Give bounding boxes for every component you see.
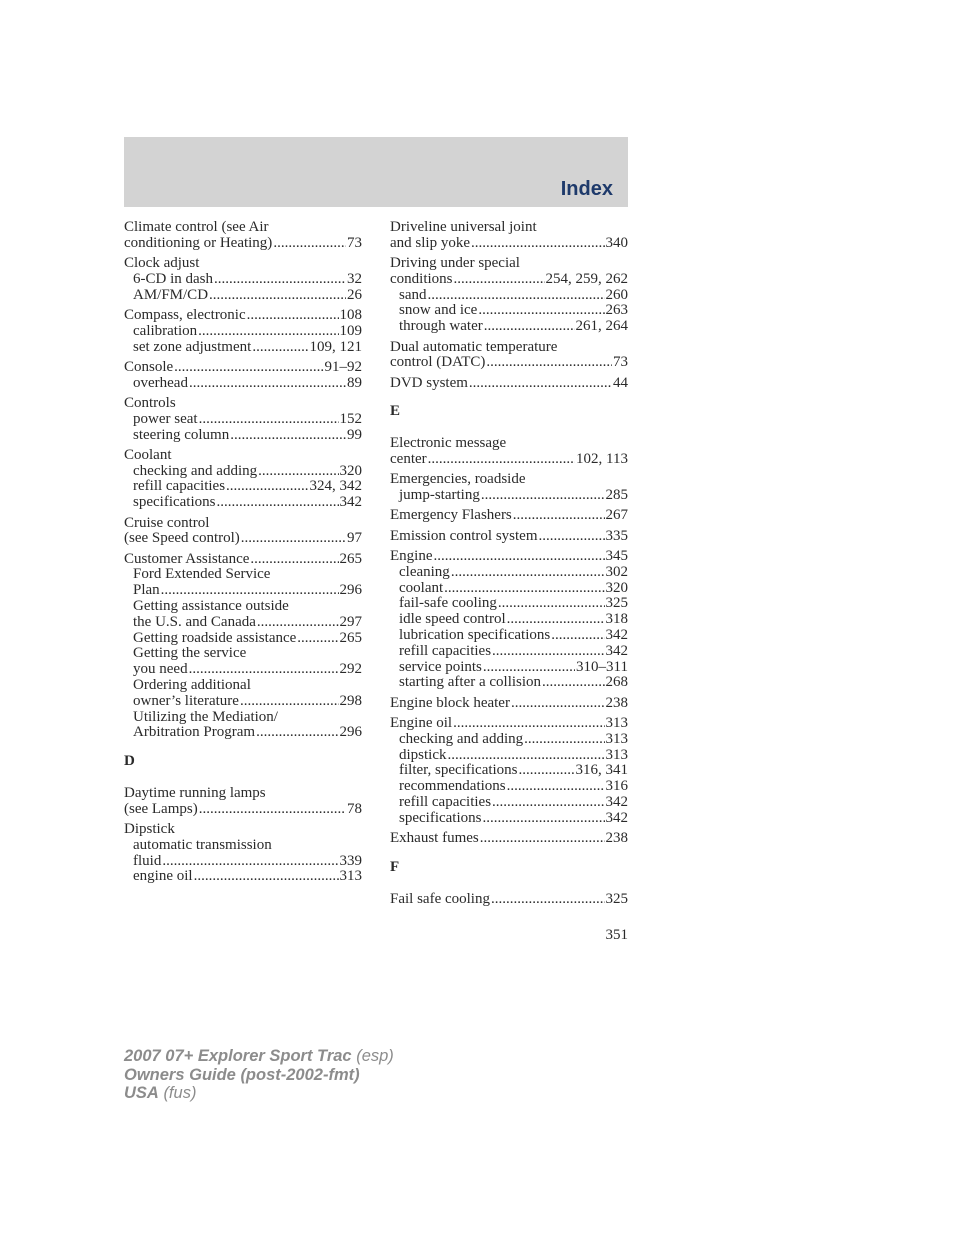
- entry-term: Exhaust fumes: [390, 830, 479, 847]
- entry-term: Ordering additional: [133, 677, 251, 694]
- dot-leader: [247, 308, 339, 324]
- index-subentry: [124, 725, 362, 741]
- page-reference: 296: [339, 724, 362, 741]
- index-subentry: [390, 596, 628, 612]
- entry-term: owner’s literature: [133, 692, 239, 709]
- index-entry: [390, 256, 628, 335]
- index-entry: [390, 220, 628, 252]
- dot-leader: [174, 360, 323, 376]
- dot-leader: [454, 272, 545, 288]
- index-subentry: [390, 303, 628, 319]
- entry-term: the U.S. and Canada: [133, 613, 256, 630]
- entry-term: Driveline universal joint: [390, 219, 537, 235]
- entry-term: jump-starting: [399, 487, 480, 504]
- page-reference: 342: [605, 627, 628, 644]
- index-subentry: [390, 612, 628, 628]
- entry-term: coolant: [399, 579, 444, 596]
- index-entry: [390, 472, 628, 504]
- index-subentry: [124, 376, 362, 392]
- dot-leader: [189, 662, 339, 678]
- index-line: [124, 786, 362, 802]
- dot-leader: [511, 696, 605, 712]
- dot-leader: [214, 272, 346, 288]
- index-line: [124, 308, 362, 324]
- dot-leader: [428, 452, 575, 468]
- dot-leader: [492, 644, 604, 660]
- index-entry: [124, 516, 362, 548]
- page-reference: 342: [605, 642, 628, 659]
- section-letter: D: [124, 753, 135, 770]
- entry-term: Emission control system: [390, 527, 538, 544]
- entry-term: automatic transmission: [133, 836, 272, 853]
- index-line: [390, 256, 628, 272]
- entry-term: Console: [124, 358, 174, 375]
- footer-market: USA: [124, 1084, 159, 1102]
- entry-term: checking and adding: [399, 730, 524, 747]
- index-line: [390, 436, 628, 452]
- index-entry: [390, 529, 628, 545]
- index-line: [390, 716, 628, 732]
- entry-term: conditions: [390, 270, 453, 287]
- index-entry: [390, 696, 628, 712]
- page-reference: 313: [339, 868, 362, 885]
- index-column-right: [390, 220, 628, 912]
- page-reference: 318: [605, 611, 628, 628]
- dot-leader: [230, 428, 346, 444]
- section-letter: E: [390, 403, 401, 420]
- page-reference: 324, 342: [309, 478, 362, 495]
- dot-leader: [189, 376, 346, 392]
- footer-model-code: (esp): [356, 1047, 394, 1065]
- page-reference: 73: [613, 354, 628, 371]
- page-reference: 342: [605, 809, 628, 826]
- index-entry: [124, 256, 362, 303]
- dot-leader: [216, 495, 338, 511]
- page-reference: 108: [339, 306, 362, 323]
- page-reference: 320: [605, 579, 628, 596]
- index-entry: [390, 892, 628, 908]
- entry-term: center: [390, 451, 427, 468]
- dot-leader: [444, 581, 604, 597]
- page-reference: 152: [339, 410, 362, 427]
- section-letter: F: [390, 858, 400, 875]
- index-line: [124, 396, 362, 412]
- index-line: [390, 508, 628, 524]
- footer-line-2: [124, 1066, 394, 1085]
- page-reference: 238: [605, 830, 628, 847]
- entry-term: Coolant: [124, 446, 172, 463]
- dot-leader: [252, 340, 308, 356]
- dot-leader: [507, 779, 605, 795]
- index-line: [390, 472, 628, 488]
- entry-term: engine oil: [133, 868, 193, 885]
- index-line: [124, 516, 362, 532]
- entry-term: calibration: [133, 322, 198, 339]
- index-subentry: [124, 615, 362, 631]
- page-reference: 73: [347, 234, 362, 251]
- page-title: Index: [560, 178, 613, 200]
- index-entry: [390, 376, 628, 392]
- entry-term: lubrication specifications: [399, 627, 551, 644]
- page-number: 351: [605, 927, 628, 943]
- index-entry: [124, 448, 362, 511]
- index-line: [124, 256, 362, 272]
- dot-leader: [453, 716, 604, 732]
- page-reference: 345: [605, 548, 628, 565]
- entry-term: Getting the service: [133, 645, 247, 662]
- entry-term: refill capacities: [399, 794, 492, 810]
- index-line: [124, 552, 362, 568]
- index-line: [124, 531, 362, 547]
- entry-term: Getting assistance outside: [133, 598, 289, 615]
- dot-leader: [492, 795, 604, 811]
- dot-leader: [198, 324, 338, 340]
- entry-term: DVD system: [390, 374, 468, 391]
- footer-line-1: [124, 1047, 394, 1066]
- index-subentry: [124, 288, 362, 304]
- dot-leader: [256, 725, 338, 741]
- entry-term: Emergencies, roadside: [390, 471, 526, 488]
- index-entry: [124, 786, 362, 818]
- page-reference: 316: [605, 778, 628, 795]
- entry-term: Engine block heater: [390, 694, 510, 711]
- page-reference: 263: [605, 302, 628, 319]
- entry-term: through water: [399, 318, 483, 335]
- index-line: [124, 448, 362, 464]
- dot-leader: [480, 831, 605, 847]
- index-line: [390, 236, 628, 252]
- entry-term: Engine oil: [390, 715, 453, 732]
- entry-term: Getting roadside assistance: [133, 629, 297, 646]
- index-subentry: [124, 631, 362, 647]
- page-reference: 325: [605, 890, 628, 907]
- index-line: [390, 831, 628, 847]
- dot-leader: [491, 892, 605, 908]
- dot-leader: [478, 303, 604, 319]
- dot-leader: [539, 529, 605, 545]
- index-line: [390, 529, 628, 545]
- index-subentry: [390, 628, 628, 644]
- dot-leader: [519, 763, 575, 779]
- entry-term: set zone adjustment: [133, 338, 252, 355]
- index-line: [124, 802, 362, 818]
- dot-leader: [240, 694, 339, 710]
- page-reference: 89: [347, 374, 362, 391]
- index-entry: [390, 716, 628, 827]
- entry-term: snow and ice: [399, 302, 478, 319]
- entry-term: Emergency Flashers: [390, 507, 512, 524]
- entry-term: overhead: [133, 374, 188, 391]
- index-entry: [390, 549, 628, 691]
- entry-term: refill capacities: [133, 478, 226, 495]
- entry-term: control (DATC): [390, 354, 486, 371]
- dot-leader: [451, 565, 605, 581]
- entry-term: checking and adding: [133, 462, 258, 479]
- page-reference: 260: [605, 286, 628, 303]
- index-subentry: [390, 795, 628, 811]
- page-reference: 265: [339, 550, 362, 567]
- dot-leader: [483, 660, 575, 676]
- entry-term: sand: [399, 286, 427, 303]
- index-line: [390, 376, 628, 392]
- entry-term: starting after a collision: [399, 674, 542, 691]
- entry-term: fluid: [133, 852, 162, 869]
- page-reference: 109, 121: [309, 338, 362, 355]
- index-line: [390, 696, 628, 712]
- index-line: [390, 452, 628, 468]
- index-subentry: [390, 488, 628, 504]
- entry-term: AM/FM/CD: [133, 286, 209, 303]
- dot-leader: [209, 288, 346, 304]
- dot-leader: [241, 531, 346, 547]
- page-reference: 297: [339, 613, 362, 630]
- page-reference: 313: [605, 730, 628, 747]
- index-entry: [390, 340, 628, 372]
- footer-model: 2007 07+ Explorer Sport Trac: [124, 1047, 352, 1065]
- page-reference: 268: [605, 674, 628, 691]
- index-subentry: [124, 646, 362, 662]
- index-subentry: [124, 324, 362, 340]
- dot-leader: [471, 236, 605, 252]
- page-reference: 339: [339, 852, 362, 869]
- page-reference: 102, 113: [576, 451, 628, 468]
- entry-term: and slip yoke: [390, 234, 470, 251]
- entry-term: you need: [133, 661, 188, 678]
- dot-leader: [258, 464, 338, 480]
- entry-term: Utilizing the Mediation/: [133, 708, 278, 725]
- entry-term: power seat: [133, 410, 198, 427]
- index-line: [124, 360, 362, 376]
- index-line: [390, 355, 628, 371]
- entry-term: Dual automatic temperature: [390, 338, 558, 355]
- index-line: [124, 822, 362, 838]
- dot-leader: [428, 288, 605, 304]
- index-entry: [124, 552, 362, 742]
- dot-leader: [226, 479, 308, 495]
- index-subentry: [124, 662, 362, 678]
- index-subentry: [390, 565, 628, 581]
- index-subentry: [390, 581, 628, 597]
- entry-term: steering column: [133, 426, 230, 443]
- page-reference: 97: [347, 530, 362, 547]
- dot-leader: [486, 355, 612, 371]
- entry-term: recommendations: [399, 778, 506, 795]
- entry-term: idle speed control: [399, 611, 506, 628]
- page-reference: 313: [605, 715, 628, 732]
- page-reference: 285: [605, 487, 628, 504]
- entry-term: Ford Extended Service: [133, 566, 271, 583]
- index-subentry: [390, 779, 628, 795]
- dot-leader: [513, 508, 605, 524]
- dot-leader: [551, 628, 604, 644]
- entry-term: 6-CD in dash: [133, 270, 213, 287]
- entry-term: conditioning or Heating): [124, 234, 273, 251]
- page-reference: 44: [613, 374, 628, 391]
- page-reference: 325: [605, 595, 628, 612]
- index-entry: [124, 360, 362, 392]
- page-reference: 254, 259, 262: [545, 270, 628, 287]
- entry-term: Plan: [133, 582, 160, 599]
- page-reference: 238: [605, 694, 628, 711]
- index-entry: [390, 508, 628, 524]
- entry-term: service points: [399, 658, 482, 675]
- page-reference: 26: [347, 286, 362, 303]
- index-subentry: [390, 811, 628, 827]
- dot-leader: [469, 376, 612, 392]
- index-line: [390, 340, 628, 356]
- dot-leader: [434, 549, 605, 565]
- index-line: [124, 236, 362, 252]
- page-reference: 302: [605, 563, 628, 580]
- dot-leader: [498, 596, 605, 612]
- entry-term: cleaning: [399, 563, 450, 580]
- entry-term: Electronic message: [390, 435, 507, 452]
- entry-term: filter, specifications: [399, 762, 518, 779]
- page-reference: 335: [605, 527, 628, 544]
- page-reference: 310–311: [576, 658, 628, 675]
- dot-leader: [161, 583, 339, 599]
- header-band: [124, 137, 628, 207]
- entry-term: specifications: [133, 494, 216, 511]
- index-subentry: [124, 678, 362, 694]
- entry-term: Controls: [124, 394, 176, 411]
- page-reference: 109: [339, 322, 362, 339]
- index-subentry: [124, 694, 362, 710]
- entry-term: Fail safe cooling: [390, 890, 490, 907]
- dot-leader: [273, 236, 346, 252]
- index-line: [390, 272, 628, 288]
- entry-term: Driving under special: [390, 255, 520, 272]
- entry-term: Daytime running lamps: [124, 785, 266, 801]
- index-entry: [124, 822, 362, 885]
- entry-term: (see Speed control): [124, 530, 240, 547]
- index-line: [390, 220, 628, 236]
- entry-term: Dipstick: [124, 821, 175, 838]
- page-reference: 99: [347, 426, 362, 443]
- page-reference: 267: [605, 507, 628, 524]
- index-subentry: [390, 732, 628, 748]
- index-line: [390, 892, 628, 908]
- dot-leader: [250, 552, 338, 568]
- footer-guide: Owners Guide (post-2002-fmt): [124, 1065, 360, 1084]
- page-reference: 342: [605, 794, 628, 810]
- entry-term: Compass, electronic: [124, 306, 246, 323]
- index-entry: [390, 831, 628, 847]
- index-entry: [124, 220, 362, 252]
- index-subentry: [124, 854, 362, 870]
- page-reference: 340: [605, 234, 628, 251]
- index-subentry: [124, 710, 362, 726]
- page-reference: 265: [339, 629, 362, 646]
- page-reference: 316, 341: [575, 762, 628, 779]
- entry-term: Clock adjust: [124, 255, 200, 272]
- dot-leader: [542, 675, 604, 691]
- entry-term: refill capacities: [399, 642, 492, 659]
- page-reference: 298: [339, 692, 362, 709]
- index-subentry: [390, 319, 628, 335]
- index-subentry: [390, 644, 628, 660]
- index-entry: [124, 396, 362, 443]
- entry-term: Cruise control: [124, 514, 210, 531]
- footer: [124, 1047, 394, 1103]
- page-reference: 32: [347, 270, 362, 287]
- index-subentry: [124, 464, 362, 480]
- index-subentry: [124, 340, 362, 356]
- index-entry: [124, 308, 362, 355]
- index-subentry: [124, 495, 362, 511]
- index-subentry: [124, 479, 362, 495]
- dot-leader: [448, 748, 605, 764]
- dot-leader: [199, 802, 346, 818]
- entry-term: Arbitration Program: [133, 724, 256, 741]
- index-subentry: [124, 428, 362, 444]
- entry-term: Customer Assistance: [124, 550, 250, 567]
- page-reference: 78: [347, 800, 362, 817]
- dot-leader: [194, 869, 339, 885]
- index-subentry: [124, 412, 362, 428]
- index-subentry: [124, 272, 362, 288]
- entry-term: specifications: [399, 809, 482, 826]
- dot-leader: [524, 732, 604, 748]
- dot-leader: [199, 412, 339, 428]
- index-subentry: [124, 567, 362, 583]
- entry-term: (see Lamps): [124, 800, 198, 817]
- dot-leader: [481, 488, 605, 504]
- index-subentry: [390, 288, 628, 304]
- footer-market-code: (fus): [163, 1084, 197, 1102]
- page-reference: 313: [605, 746, 628, 763]
- index-subentry: [124, 869, 362, 885]
- dot-leader: [507, 612, 605, 628]
- entry-term: fail-safe cooling: [399, 595, 497, 612]
- index-subentry: [390, 748, 628, 764]
- dot-leader: [484, 319, 575, 335]
- dot-leader: [257, 615, 339, 631]
- dot-leader: [482, 811, 604, 827]
- entry-term: Climate control (see Air: [124, 219, 269, 235]
- dot-leader: [162, 854, 338, 870]
- index-subentry: [124, 838, 362, 854]
- dot-leader: [297, 631, 338, 647]
- page-reference: 292: [339, 661, 362, 678]
- footer-line-3: [124, 1084, 394, 1103]
- page-reference: 342: [339, 494, 362, 511]
- index-line: [124, 220, 362, 236]
- index-entry: [390, 436, 628, 468]
- index-subentry: [124, 599, 362, 615]
- entry-term: dipstick: [399, 746, 447, 763]
- page-reference: 296: [339, 582, 362, 599]
- index-subentry: [390, 675, 628, 691]
- index-subentry: [390, 763, 628, 779]
- page-reference: 261, 264: [575, 318, 628, 335]
- entry-term: Engine: [390, 548, 433, 565]
- index-subentry: [124, 583, 362, 599]
- page-reference: 91–92: [324, 358, 362, 375]
- index-column-left: [124, 220, 362, 890]
- index-subentry: [390, 660, 628, 676]
- page-reference: 320: [339, 462, 362, 479]
- index-line: [390, 549, 628, 565]
